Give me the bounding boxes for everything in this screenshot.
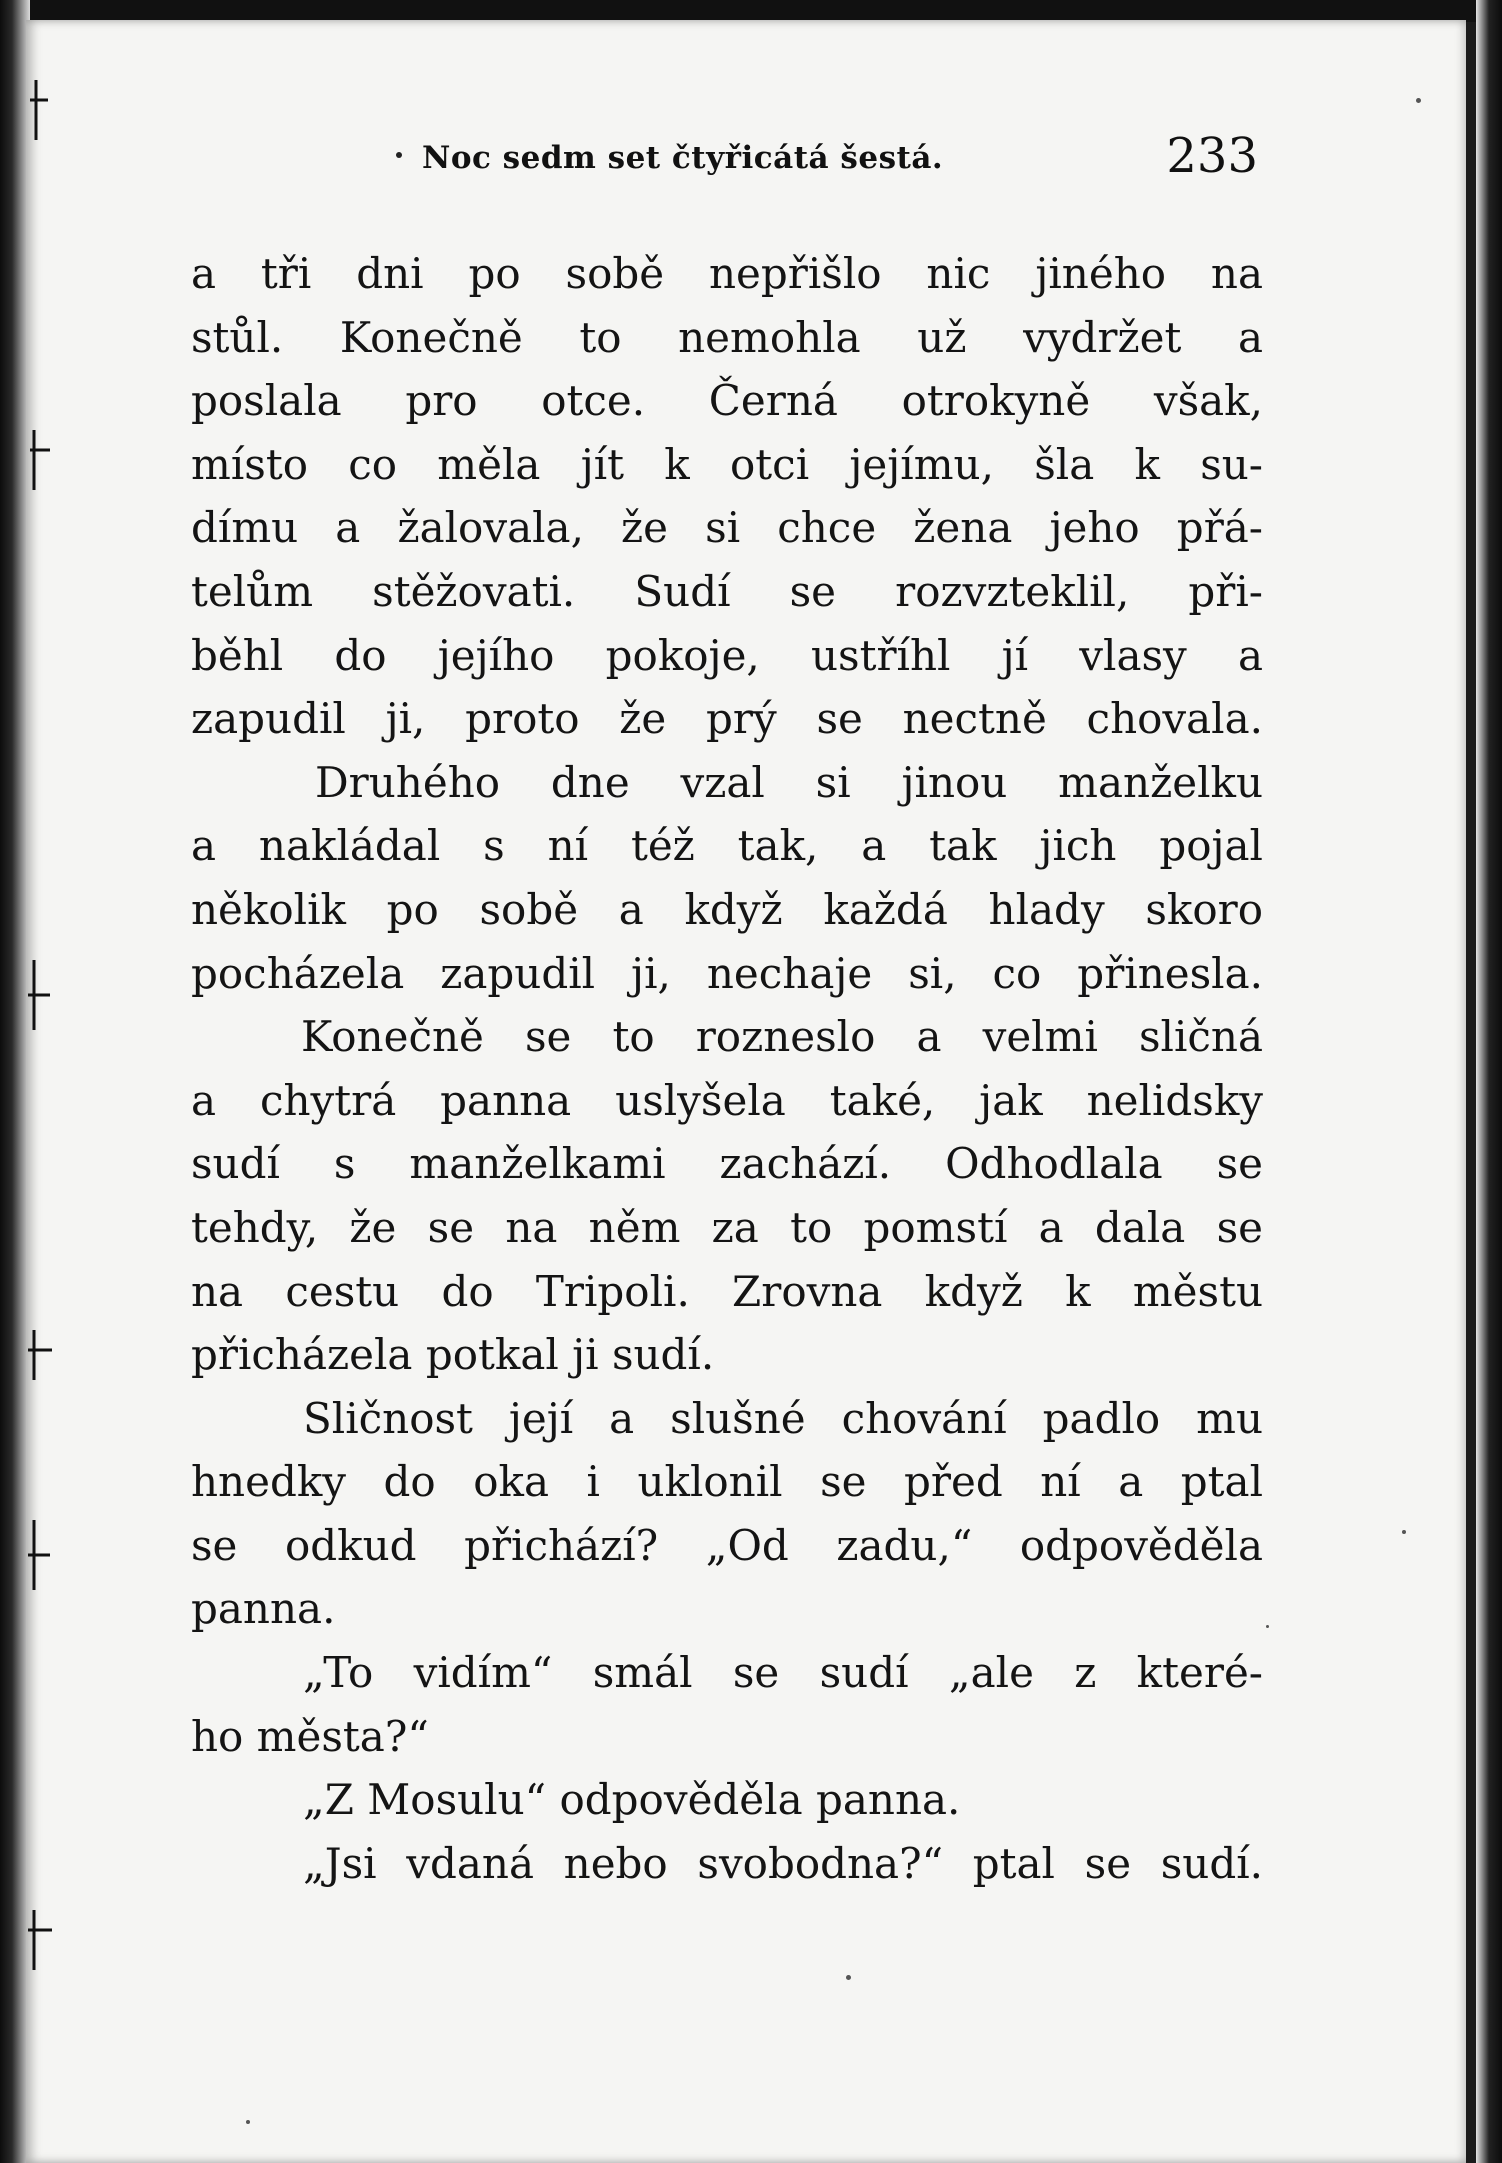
binding-thread-marks [26, 20, 66, 2163]
text-line: Sličnost její a slušné chování padlo mu [303, 1393, 1263, 1443]
text-line: sudí s manželkami zachází. Odhodlala se [191, 1139, 1263, 1189]
paper-speck [246, 2120, 250, 2124]
text-line: hnedky do oka i uklonil se před ní a ptal [191, 1457, 1263, 1507]
text-line: a nakládal s ní též tak, a tak jich pojal [191, 821, 1263, 871]
text-line: se odkud přichází? „Od zadu,“ odpověděla [191, 1520, 1263, 1570]
text-line: „To vidím“ smál se sudí „ale z které- [303, 1648, 1263, 1698]
text-line: zapudil ji, proto že prý se nectně chovala. [191, 694, 1263, 744]
text-line: poslala pro otce. Černá otrokyně však, [191, 376, 1263, 426]
text-line: na cestu do Tripoli. Zrovna když k městu [191, 1266, 1263, 1316]
header-dot [396, 152, 402, 158]
text-line: ho města?“ [191, 1711, 429, 1761]
page-number: 233 [1166, 128, 1258, 184]
text-line: telům stěžovati. Sudí se rozvzteklil, při- [191, 566, 1263, 616]
paper-speck [1266, 1625, 1269, 1628]
text-line: Konečně se to rozneslo a velmi sličná [301, 1012, 1263, 1062]
text-line: místo co měla jít k otci jejímu, šla k su- [191, 439, 1263, 489]
text-line: přicházela potkal ji sudí. [191, 1330, 715, 1380]
text-line: dímu a žalovala, že si chce žena jeho přá- [191, 503, 1263, 553]
book-page [26, 20, 1466, 2163]
paper-speck [1416, 98, 1421, 103]
text-line: a tři dni po sobě nepřišlo nic jiného na [191, 249, 1263, 298]
text-line: několik po sobě a když každá hlady skoro [191, 884, 1263, 934]
page-header [396, 118, 1266, 188]
paper-speck [1402, 1530, 1406, 1534]
running-title: Noc sedm set čtyřicátá šestá. [422, 140, 944, 176]
scan-border-right [1476, 0, 1502, 2163]
text-line: „Z Mosulu“ odpověděla panna. [303, 1775, 961, 1825]
paper-speck [846, 1975, 851, 1980]
text-line: a chytrá panna uslyšela také, jak nelidsky [191, 1075, 1263, 1125]
text-line: „Jsi vdaná nebo svobodna?“ ptal se sudí. [303, 1838, 1263, 1888]
text-line: tehdy, že se na něm za to pomstí a dala se [191, 1202, 1263, 1252]
text-line: běhl do jejího pokoje, ustříhl jí vlasy a [191, 630, 1263, 680]
text-line: pocházela zapudil ji, nechaje si, co přinesla. [191, 948, 1263, 998]
text-line: panna. [191, 1584, 336, 1634]
body-text [191, 242, 1263, 1895]
scan-border-top [0, 0, 1502, 22]
text-line: stůl. Konečně to nemohla už vydržet a [191, 312, 1263, 362]
text-line: Druhého dne vzal si jinou manželku [315, 757, 1263, 807]
